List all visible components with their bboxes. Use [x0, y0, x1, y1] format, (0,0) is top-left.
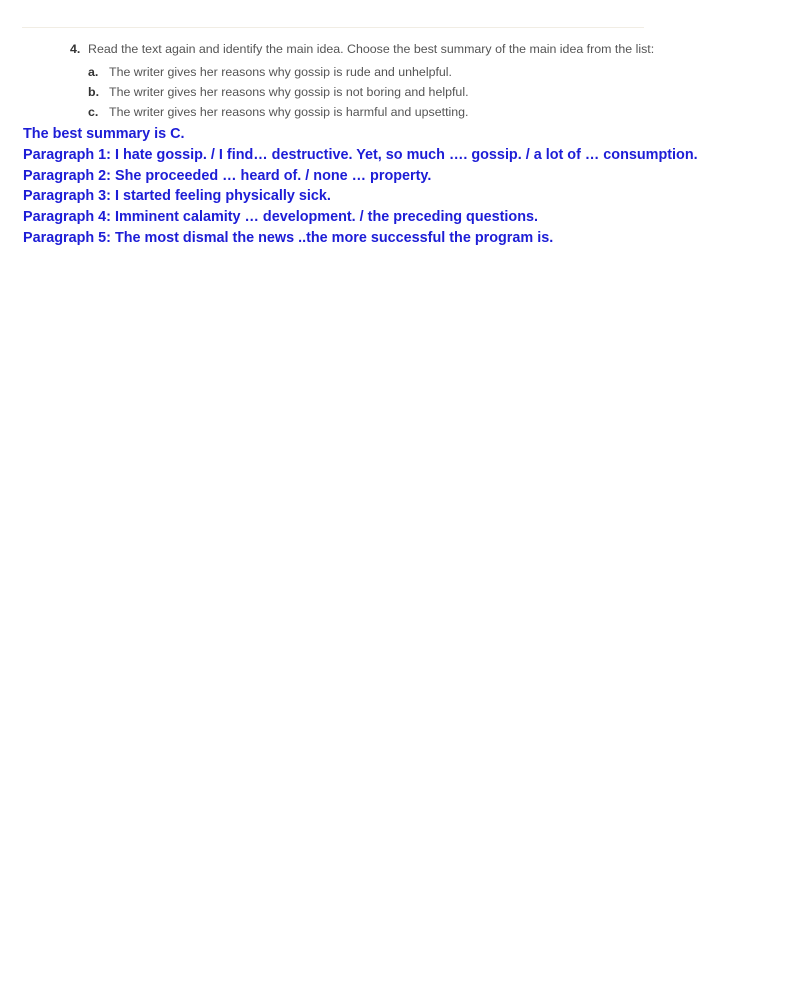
- option-text: The writer gives her reasons why gossip is rude and unhelpful.: [109, 65, 452, 79]
- option-letter: a.: [88, 65, 99, 79]
- option-b: [88, 82, 770, 102]
- option-letter: b.: [88, 85, 100, 99]
- best-summary-line: The best summary is C.: [23, 126, 185, 142]
- answer-block: [23, 124, 793, 249]
- option-text: The writer gives her reasons why gossip is not boring and helpful.: [109, 85, 469, 99]
- option-text: The writer gives her reasons why gossip is harmful and upsetting.: [109, 105, 469, 119]
- question-prompt: Read the text again and identify the main idea. Choose the best summary of the main idea from the list:: [88, 42, 655, 56]
- top-divider: [22, 27, 644, 28]
- option-c: [88, 102, 770, 122]
- question-prompt-line: [70, 42, 770, 57]
- paragraph-4-answer: Paragraph 4: Imminent calamity … development. / the preceding questions.: [23, 209, 538, 226]
- question-block: [70, 42, 770, 122]
- paragraph-3-answer: Paragraph 3: I started feeling physically sick.: [23, 188, 331, 205]
- option-letter: c.: [88, 105, 99, 119]
- question-number: 4.: [70, 42, 81, 56]
- paragraph-5-answer: Paragraph 5: The most dismal the news ..the more successful the program is.: [23, 229, 554, 246]
- option-a: [88, 62, 770, 82]
- paragraph-1-answer: Paragraph 1: I hate gossip. / I find… destructive. Yet, so much …. gossip. / a lot of … consumption.: [23, 146, 698, 163]
- paragraph-2-answer: Paragraph 2: She proceeded … heard of. / none … property.: [23, 167, 432, 184]
- option-list: [88, 62, 770, 122]
